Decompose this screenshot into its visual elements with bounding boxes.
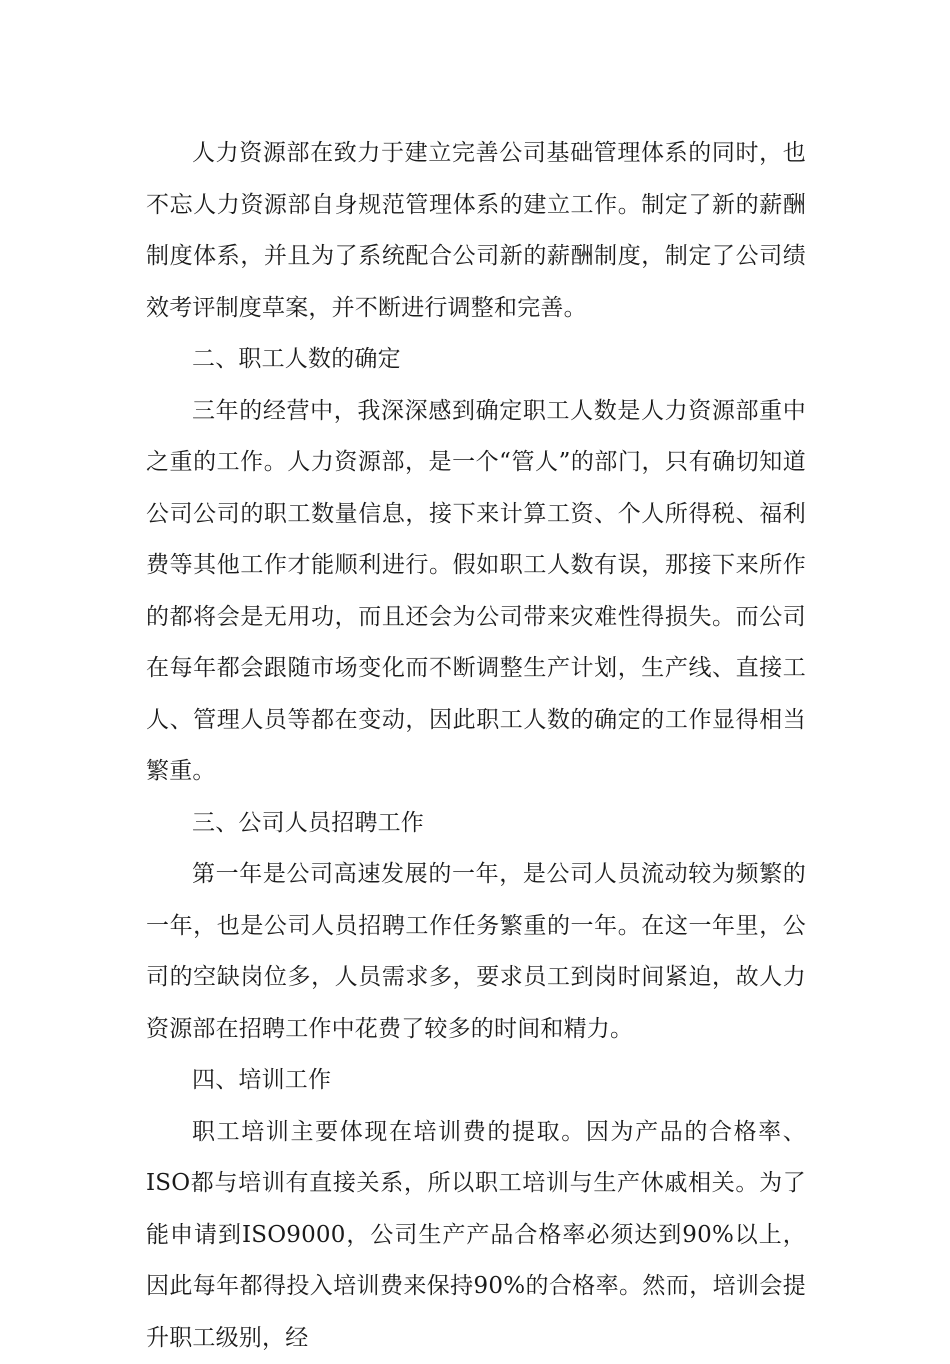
paragraph-recruitment: 第一年是公司高速发展的一年，是公司人员流动较为频繁的一年，也是公司人员招聘工作任务繁重的一年。在这一年里，公司的空缺岗位多，人员需求多，要求员工到岗时间紧迫，故人力资源部在招聘工作中花费了较多的时间和精力。 bbox=[146, 849, 806, 1055]
section-heading-staff-count: 二、职工人数的确定 bbox=[146, 334, 806, 386]
paragraph-hr-system: 人力资源部在致力于建立完善公司基础管理体系的同时，也不忘人力资源部自身规范管理体系的建立工作。制定了新的薪酬制度体系，并且为了系统配合公司新的薪酬制度，制定了公司绩效考评制度草案，并不断进行调整和完善。 bbox=[146, 128, 806, 334]
paragraph-staff-count: 三年的经营中，我深深感到确定职工人数是人力资源部重中之重的工作。人力资源部，是一个“管人”的部门，只有确切知道公司公司的职工数量信息，接下来计算工资、个人所得税、福利费等其他工作才能顺利进行。假如职工人数有误，那接下来所作的都将会是无用功，而且还会为公司带来灾难性得损失。而公司在每年都会跟随市场变化而不断调整生产计划，生产线、直接工人、管理人员等都在变动，因此职工人数的确定的工作显得相当繁重。 bbox=[146, 386, 806, 798]
paragraph-training: 职工培训主要体现在培训费的提取。因为产品的合格率、ISO都与培训有直接关系，所以职工培训与生产休戚相关。为了能申请到ISO9000，公司生产产品合格率必须达到90%以上，因此每年都得投入培训费来保持90%的合格率。然而，培训会提升职工级别，经 bbox=[146, 1107, 806, 1364]
section-heading-training: 四、培训工作 bbox=[146, 1055, 806, 1107]
section-heading-recruitment: 三、公司人员招聘工作 bbox=[146, 798, 806, 850]
document-body bbox=[146, 128, 806, 1364]
